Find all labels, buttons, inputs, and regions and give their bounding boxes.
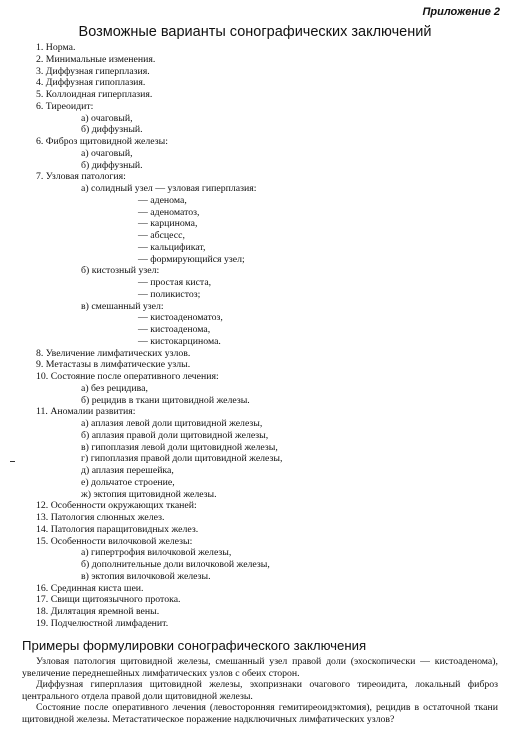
example-paragraph: Состояние после оперативного лечения (левосторонняя гемитиреоидэктомия), рецидив в остаточной ткани щитовидной железы. Метастатическое поражение надключичных лимфатических узлов? xyxy=(22,702,498,725)
page-title: Возможные варианты сонографических заключений xyxy=(78,24,432,40)
list-subitem: а) без рецидива, xyxy=(81,382,148,394)
list-subitem: б) диффузный. xyxy=(81,159,143,171)
list-subitem: а) очаговый, xyxy=(81,147,133,159)
list-subsubitem: — формирующийся узел; xyxy=(138,253,245,265)
example-paragraph: Узловая патология щитовидной железы, смешанный узел правой доли (эхоскопически — кистоаденома), увеличение переднешейных лимфатических узлов с обеих сторон. xyxy=(22,656,498,679)
list-subitem: б) кистозный узел: xyxy=(81,265,160,277)
list-subitem: б) аплазия правой доли щитовидной железы, xyxy=(81,429,269,441)
list-subsubitem: — абсцесс, xyxy=(138,230,185,241)
list-item: 6. Тиреоидит: xyxy=(36,100,94,112)
list-subitem: б) диффузный. xyxy=(81,124,143,136)
list-subitem: б) дополнительные доли вилочковой железы, xyxy=(81,559,270,570)
list-subitem: в) эктопия вилочковой железы. xyxy=(81,570,211,582)
list-subitem: а) гипертрофия вилочковой железы, xyxy=(81,547,232,559)
list-subitem: ж) эктопия щитовидной железы. xyxy=(81,488,217,500)
list-item: 2. Минимальные изменения. xyxy=(36,53,156,65)
appendix-label: Приложение 2 xyxy=(422,6,500,18)
list-subitem: а) солидный узел — узловая гиперплазия: xyxy=(81,183,257,194)
list-item: 17. Свищи щитоязычного протока. xyxy=(36,594,181,606)
list-subsubitem: — кистокарцинома. xyxy=(138,335,221,347)
list-subsubitem: — аденоматоз, xyxy=(138,206,200,218)
list-item: 19. Подчелюстной лимфаденит. xyxy=(36,617,169,629)
list-subsubitem: — кистоаденоматоз, xyxy=(138,312,223,324)
margin-dash xyxy=(10,461,15,462)
list-item: 9. Метастазы в лимфатические узлы. xyxy=(36,359,191,371)
examples-title: Примеры формулировки сонографического заключения xyxy=(22,638,367,653)
list-subsubitem: — кальцификат, xyxy=(138,241,206,253)
conclusion-list xyxy=(36,42,282,630)
list-item: 11. Аномалии развития: xyxy=(36,406,136,418)
list-item: 3. Диффузная гиперплазия. xyxy=(36,65,150,77)
list-item: 13. Патология слюнных желез. xyxy=(36,512,165,523)
list-subitem: в) гипоплазия левой доли щитовидной железы, xyxy=(81,441,278,453)
list-item: 5. Коллоидная гиперплазия. xyxy=(36,89,153,100)
list-item: 1. Норма. xyxy=(36,42,76,53)
list-subitem: в) смешанный узел: xyxy=(81,300,164,312)
list-subitem: а) очаговый, xyxy=(81,112,133,124)
list-subsubitem: — кистоаденома, xyxy=(138,324,211,335)
list-item: 14. Патология паращитовидных желез. xyxy=(36,523,199,535)
list-item: 15. Особенности вилочковой железы: xyxy=(36,535,193,547)
list-subsubitem: — аденома, xyxy=(138,194,187,206)
list-item: 7. Узловая патология: xyxy=(36,171,126,183)
list-subsubitem: — карцинома, xyxy=(138,218,198,230)
list-subitem: а) аплазия левой доли щитовидной железы, xyxy=(81,418,263,429)
list-item: 4. Диффузная гипоплазия. xyxy=(36,77,146,89)
list-item: 16. Срединная киста шеи. xyxy=(36,582,144,594)
list-item: 10. Состояние после оперативного лечения: xyxy=(36,371,219,382)
list-item: 18. Дилятация яремной вены. xyxy=(36,606,160,617)
list-item: 8. Увеличение лимфатических узлов. xyxy=(36,347,191,359)
examples-body xyxy=(22,656,498,726)
list-subitem: е) дольчатое строение, xyxy=(81,476,175,488)
list-subsubitem: — простая киста, xyxy=(138,277,212,288)
list-subitem: д) аплазия перешейка, xyxy=(81,465,174,476)
list-subitem: б) рецидив в ткани щитовидной железы. xyxy=(81,394,250,406)
list-subitem: г) гипоплазия правой доли щитовидной железы, xyxy=(81,453,283,465)
list-item: 12. Особенности окружающих тканей: xyxy=(36,500,197,512)
list-item: 6. Фиброз щитовидной железы: xyxy=(36,136,168,147)
list-subsubitem: — поликистоз; xyxy=(138,288,201,300)
example-paragraph: Диффузная гиперплазия щитовидной железы, эхопризнаки очагового тиреоидита, локальный фиброз центрального отдела правой доли щитовидной железы. xyxy=(22,679,498,702)
